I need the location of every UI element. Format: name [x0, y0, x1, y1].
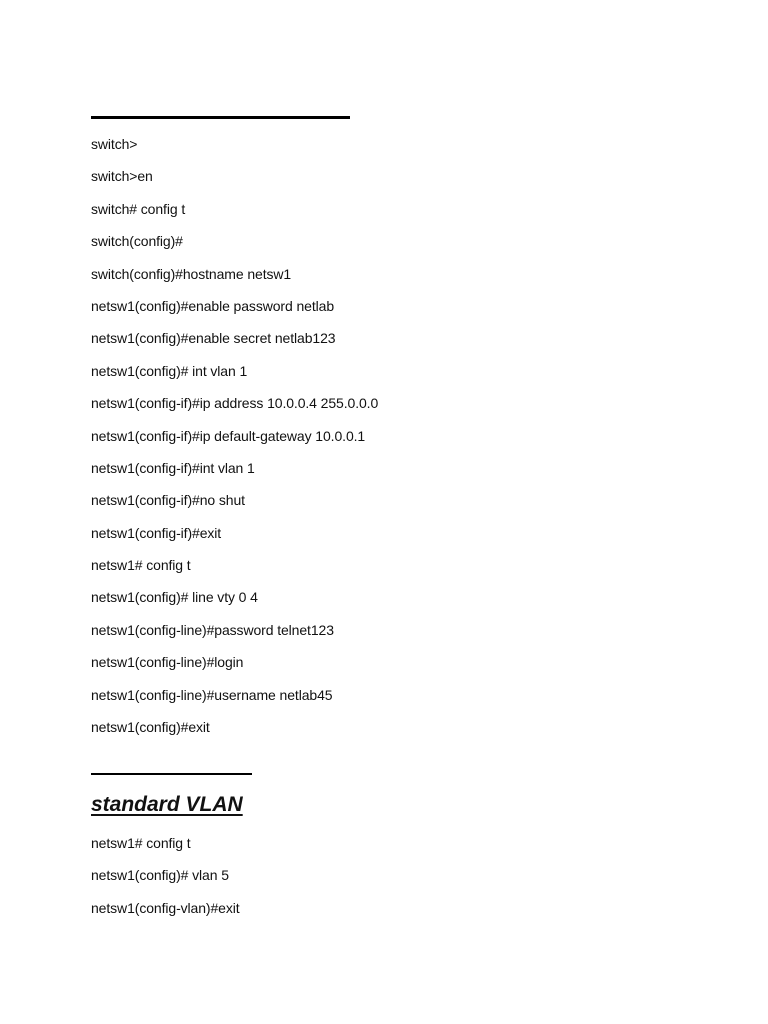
command-line: netsw1# config t	[91, 557, 191, 574]
command-line: switch(config)#hostname netsw1	[91, 265, 292, 282]
command-line: netsw1# config t	[91, 835, 191, 851]
command-line: switch>en	[91, 168, 153, 185]
command-line: netsw1(config-line)#password telnet123	[91, 621, 334, 638]
command-line: netsw1(config-if)#int vlan 1	[91, 459, 255, 476]
command-line: netsw1(config)#exit	[91, 719, 210, 736]
command-line: netsw1(config-if)#exit	[91, 524, 222, 541]
command-list-standard-vlan	[91, 833, 240, 930]
command-line: netsw1(config-line)#login	[91, 654, 244, 671]
command-line: netsw1(config-if)#ip address 10.0.0.4 255.0.0.0	[91, 395, 379, 412]
command-line: netsw1(config)# int vlan 1	[91, 362, 248, 379]
command-line: netsw1(config-vlan)#exit	[91, 899, 240, 916]
command-list-basic-config	[91, 134, 378, 749]
horizontal-rule-section	[91, 773, 252, 775]
command-line: netsw1(config-if)#no shut	[91, 492, 245, 509]
command-line: netsw1(config)#enable secret netlab123	[91, 330, 336, 347]
section-heading-standard-vlan: standard VLAN	[91, 793, 243, 816]
command-line: switch# config t	[91, 200, 186, 217]
command-line: netsw1(config)# line vty 0 4	[91, 589, 258, 606]
command-line: netsw1(config-if)#ip default-gateway 10.0.0.1	[91, 427, 366, 444]
horizontal-rule-top	[91, 116, 350, 119]
command-line: netsw1(config-line)#username netlab45	[91, 686, 333, 703]
command-line: netsw1(config)#enable password netlab	[91, 297, 335, 314]
command-line: netsw1(config)# vlan 5	[91, 867, 229, 884]
command-line: switch(config)#	[91, 233, 183, 250]
command-line: switch>	[91, 136, 138, 152]
